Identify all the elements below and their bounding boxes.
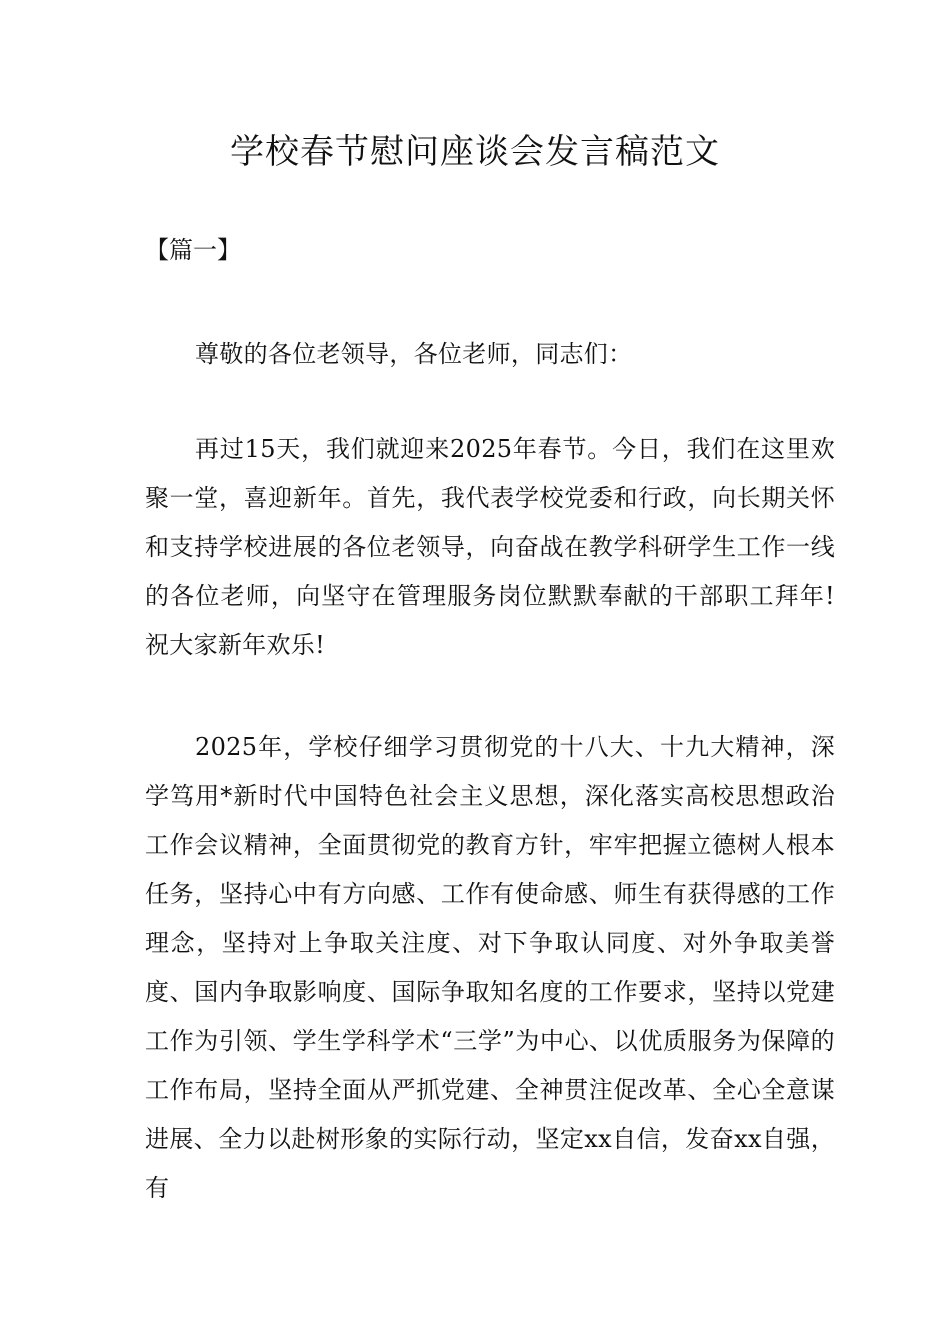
body-paragraph-1: 再过15天，我们就迎来2025年春节。今日，我们在这里欢聚一堂，喜迎新年。首先，我代表学校党委和行政，向长期关怀和支持学校进展的各位老领导，向奋战在教学科研学生工作一线的各位老师，向坚守在管理服务岗位默默奉献的干部职工拜年!祝大家新年欢乐! bbox=[145, 435, 835, 659]
section-label: 【篇一】 bbox=[145, 236, 241, 264]
body-paragraph-2: 2025年，学校仔细学习贯彻党的十八大、十九大精神，深学笃用*新时代中国特色社会主义思想，深化落实高校思想政治工作会议精神，全面贯彻党的教育方针，牢牢把握立德树人根本任务，坚持心中有方向感、工作有使命感、师生有获得感的工作理念，坚持对上争取关注度、对下争取认同度、对外争取美誉度、国内争取影响度、国际争取知名度的工作要求，坚持以党建工作为引领、学生学科学术“三学”为中心、以优质服务为保障的工作布局，坚持全面从严抓党建、全神贯注促改革、全心全意谋进展、全力以赴树形象的实际行动，坚定xx自信，发奋xx自强，有 bbox=[145, 733, 835, 1202]
greeting-paragraph: 尊敬的各位老领导，各位老师，同志们： bbox=[195, 340, 633, 368]
document-title: 学校春节慰问座谈会发言稿范文 bbox=[230, 132, 720, 172]
